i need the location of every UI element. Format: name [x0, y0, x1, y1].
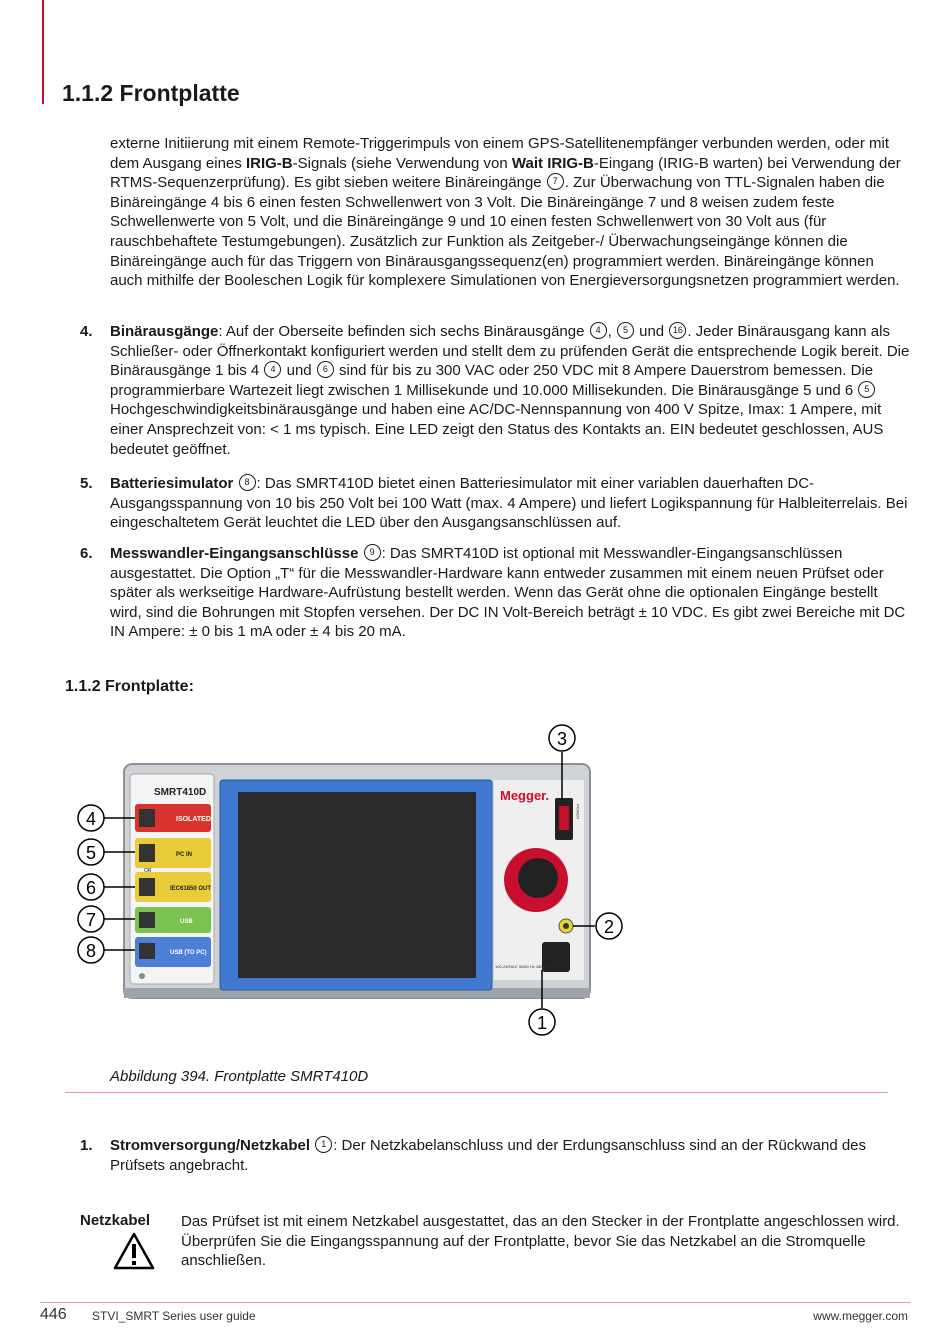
- callout-ref: 8: [239, 474, 256, 491]
- front-panel-figure: [70, 720, 630, 1040]
- callout-ref: 7: [547, 173, 564, 190]
- item-number: 4.: [80, 323, 93, 340]
- caption-divider: [65, 1092, 888, 1093]
- section-subheading: 1.1.2 Frontplatte:: [65, 678, 194, 695]
- port-label-iec61850: IEC61850 OUT: [170, 886, 212, 892]
- callout-ref: 16: [669, 322, 686, 339]
- callout-ref: 4: [590, 322, 607, 339]
- callout-ref: 6: [317, 361, 334, 378]
- item-number: 1.: [80, 1137, 93, 1154]
- list-item-power-supply: 1. Stromversorgung/Netzkabel 1 : Der Netzkabelanschluss und der Erdungsanschluss sind an der Rückwand des Prüfsets angebracht.: [80, 1137, 867, 1174]
- warning-triangle-icon: [113, 1232, 155, 1270]
- callout-7: 7: [85, 910, 97, 930]
- port-label-usb: USB: [180, 919, 193, 925]
- callout-ref: 1: [315, 1136, 332, 1153]
- header-accent-bar: [42, 0, 44, 104]
- intro-paragraph: externe Initiierung mit einem Remote-Triggerimpuls von einem GPS-Satellitenempfänger verbunden werden, oder mit dem Ausgang eines IRIG-B-Signals (siehe Verwendung von Wait IRIG-B-Eingang (IRIG-B warten) bei Verwendung der RTMS-Sequenzerprüfung). Es gibt sieben weitere Binäreingänge 7 . Zur Überwachung von TTL-Signalen haben die Binäreingänge 4 bis 6 einen festen Schwellenwert von 3 Volt. Die Binäreingänge 7 und 8 weisen zudem feste Schwellenwerte von 5 Volt, und die Binäreingänge 9 und 10 einen festen Schwellenwert von 30 Volt aus (für rauschbehaftete Testumgebungen). Zusätzlich zur Funktion als Zeitgeber-/ Überwachungseingänge können die Binäreingänge auch für das Triggern von Binärausgangssequenz(en) programmiert werden. Binäreingänge können auch mithilfe der Booleschen Logik für komplexere Simulationen von Energieversorgungsnetzen programmiert werden.: [110, 135, 901, 290]
- figure-caption: Abbildung 394. Frontplatte SMRT410D: [110, 1068, 369, 1085]
- port-label-usb-pc: USB (TO PC): [170, 950, 207, 956]
- callout-ref: 5: [617, 322, 634, 339]
- footer-url[interactable]: www.megger.com: [813, 1309, 908, 1323]
- page-number: 446: [40, 1306, 67, 1323]
- footer-guide-title: STVI_SMRT Series user guide: [92, 1309, 256, 1323]
- list-item-battery-simulator: 5. Batteriesimulator 8 : Das SMRT410D bietet einen Batteriesimulator mit einer variablen dauerhaften DC-Ausgangsspannung von 10 bis 250 Volt bei 100 Watt (max. 4 Ampere) und liefert Logikspannung für Halbleiterrelais. Bei eingeschaltetem Gerät leuchtet die LED über den Ausgangsanschlüssen auf.: [80, 475, 908, 532]
- model-label: SMRT410D: [154, 787, 207, 798]
- item-number: 6.: [80, 545, 93, 562]
- callout-5: 5: [85, 843, 97, 863]
- brand-logo: Megger.: [500, 788, 550, 803]
- callout-1: 1: [536, 1013, 548, 1033]
- callout-8: 8: [85, 941, 97, 961]
- port-label-or: OR: [144, 868, 152, 874]
- power-rating: 100-240VAC 50/60 Hz 1800 VA: [495, 964, 551, 969]
- callout-4: 4: [85, 809, 97, 829]
- front-panel-illustration: [70, 720, 630, 1040]
- footer-divider: [40, 1302, 910, 1303]
- callout-6: 6: [85, 878, 97, 898]
- page-title: 1.1.2 Frontplatte: [62, 80, 240, 106]
- item-number: 5.: [80, 475, 93, 492]
- port-label-pc-in: PC IN: [176, 852, 193, 858]
- callout-ref: 9: [364, 544, 381, 561]
- callout-3: 3: [556, 729, 568, 749]
- power-label: POWER: [575, 804, 581, 820]
- warning-text: Das Prüfset ist mit einem Netzkabel ausgestattet, das an den Stecker in der Frontplatte angeschlossen wird. Überprüfen Sie die Eingangsspannung auf der Frontplatte, bevor Sie das Netzkabel an die Stromquelle anschließen.: [181, 1213, 900, 1270]
- callout-2: 2: [603, 917, 615, 937]
- port-label-isolated: ISOLATED: [176, 816, 211, 823]
- callout-ref: 5: [858, 381, 875, 398]
- list-item-transducer-inputs: 6. Messwandler-Eingangsanschlüsse 9 : Das SMRT410D ist optional mit Messwandler-Eingangsanschlüssen ausgestattet. Die Option „T“ für die Messwandler-Hardware kann entweder zusammen mit einem neuen Prüfset oder später als werkseitige Hardware-Aufrüstung bestellt werden. Wenn das Gerät ohne die optionalen Eingänge bestellt wird, sind die Bohrungen mit Stopfen versehen. Der DC IN Volt-Bereich beträgt ± 10 VDC. Es gibt zwei Bereiche mit DC IN Ampere: ± 0 bis 1 mA oder ± 4 bis 20 mA.: [80, 545, 906, 641]
- callout-ref: 4: [264, 361, 281, 378]
- list-item-binary-outputs: 4. Binärausgänge: Auf der Oberseite befinden sich sechs Binärausgänge 4 , 5 und 16 . Jeder Binärausgang kann als Schließer- oder Öffnerkontakt konfiguriert werden und stellt dem zu prüfenden Gerät die entsprechende Logik bereit. Die Binärausgänge 1 bis 4 4 und 6 sind für bis zu 300 VAC oder 250 VDC mit 8 Ampere Dauerstrom bemessen. Die programmierbare Wartezeit liegt zwischen 1 Millisekunde und 10.000 Millisekunden. Die Binärausgänge 5 und 6 5 Hochgeschwindigkeitsbinärausgänge und haben eine AC/DC-Nennspannung von 400 V Spitze, Imax: 1 Ampere, mit einer Ansprechzeit von: < 1 ms typisch. Eine LED zeigt den Status des Kontakts an. EIN bedeutet geschlossen, AUS bedeutet geöffnet.: [80, 323, 910, 458]
- warning-label: Netzkabel: [80, 1212, 151, 1229]
